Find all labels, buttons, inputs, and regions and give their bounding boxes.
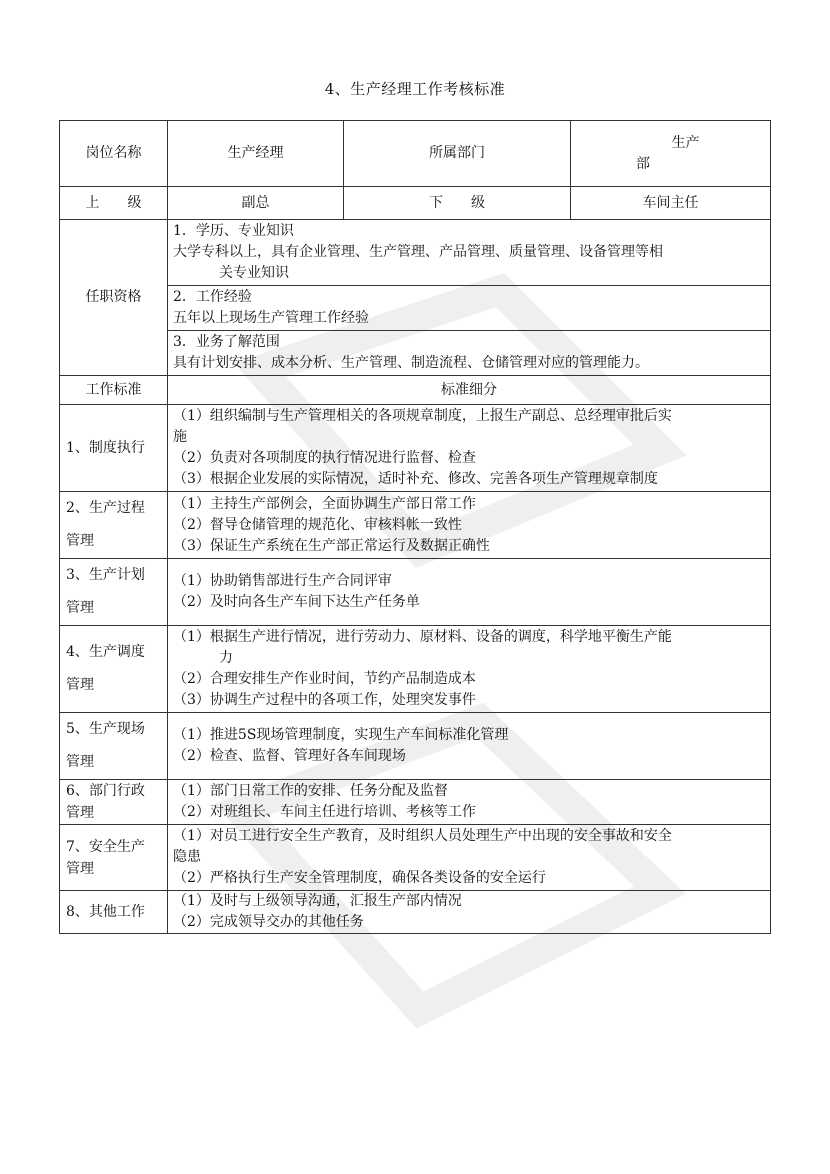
standard-label-line: 3、生产计划 <box>66 567 145 583</box>
standards-header-left: 工作标准 <box>60 376 168 405</box>
standard-detail <box>168 405 771 492</box>
department-label: 所属部门 <box>344 121 571 187</box>
qualification-experience <box>168 286 771 331</box>
standard-row <box>60 891 771 934</box>
standard-label-line: 5、生产现场 <box>66 721 145 737</box>
standard-item: （2）合理安排生产作业时间，节约产品制造成本 <box>173 671 476 687</box>
standard-item: 施 <box>173 429 187 445</box>
standard-row <box>60 780 771 825</box>
standard-label <box>60 780 168 825</box>
standard-item: （2）严格执行生产安全管理制度，确保各类设备的安全运行 <box>173 870 546 886</box>
qualification-line: 具有计划安排、成本分析、生产管理、制造流程、仓储管理对应的管理能力。 <box>173 355 649 371</box>
standard-item: （3）协调生产过程中的各项工作，处理突发事件 <box>173 692 476 708</box>
position-row <box>60 121 771 187</box>
superior-label: 上 级 <box>60 187 168 220</box>
standard-item: 力 <box>219 650 233 666</box>
standard-label <box>60 559 168 626</box>
qualification-row-1 <box>60 220 771 286</box>
qualification-education <box>168 220 771 286</box>
standard-detail <box>168 559 771 626</box>
subordinate-value: 车间主任 <box>571 187 771 220</box>
standard-row <box>60 492 771 559</box>
standard-label-line: 2、生产过程 <box>66 500 145 516</box>
qualification-title: 3．业务了解范围 <box>173 334 280 350</box>
standard-detail <box>168 825 771 891</box>
standard-label <box>60 891 168 934</box>
standard-label <box>60 713 168 780</box>
standard-item: （1）部门日常工作的安排、任务分配及监督 <box>173 783 448 799</box>
standard-label-line: 管理 <box>66 677 94 693</box>
standard-row <box>60 559 771 626</box>
standard-item: （1）推进5S现场管理制度，实现生产车间标准化管理 <box>173 727 509 743</box>
standard-item: （2）及时向各生产车间下达生产任务单 <box>173 594 420 610</box>
standard-row <box>60 825 771 891</box>
standard-item: （1）组织编制与生产管理相关的各项规章制度，上报生产副总、总经理审批后实 <box>173 408 672 424</box>
standard-item: （2）检查、监督、管理好各车间现场 <box>173 748 406 764</box>
standard-label-line: 管理 <box>66 533 94 549</box>
qualifications-label: 任职资格 <box>60 220 168 376</box>
qualification-title: 1．学历、专业知识 <box>173 223 294 239</box>
position-value: 生产经理 <box>168 121 344 187</box>
standard-detail <box>168 780 771 825</box>
qualification-line: 五年以上现场生产管理工作经验 <box>173 310 369 326</box>
standard-label-line: 7、安全生产 <box>66 838 145 855</box>
standard-label <box>60 825 168 891</box>
department-value-line2: 部 <box>636 155 650 172</box>
standard-label-line: 4、生产调度 <box>66 644 145 660</box>
standard-item: （2）负责对各项制度的执行情况进行监督、检查 <box>173 450 476 466</box>
standard-item: （1）协助销售部进行生产合同评审 <box>173 573 392 589</box>
standard-item: （3）根据企业发展的实际情况，适时补充、修改、完善各项生产管理规章制度 <box>173 471 658 487</box>
position-label: 岗位名称 <box>60 121 168 187</box>
standard-detail <box>168 713 771 780</box>
standard-item: （2）督导仓储管理的规范化、审核料帐一致性 <box>173 516 462 533</box>
standard-label <box>60 405 168 492</box>
standard-label-line: 管理 <box>66 600 94 616</box>
standard-item: （1）主持生产部例会，全面协调生产部日常工作 <box>173 495 476 512</box>
standard-label-line: 6、部门行政 <box>66 783 145 799</box>
standard-label-line: 管理 <box>66 860 94 877</box>
standard-item: 隐患 <box>173 849 201 865</box>
department-value <box>571 121 771 187</box>
qualification-title: 2．工作经验 <box>173 289 252 305</box>
standard-row <box>60 626 771 713</box>
standard-label <box>60 492 168 559</box>
standard-detail <box>168 891 771 934</box>
standard-item: （2）对班组长、车间主任进行培训、考核等工作 <box>173 804 476 820</box>
standard-item: （3）保证生产系统在生产部正常运行及数据正确性 <box>173 537 490 554</box>
qualification-line: 大学专科以上，具有企业管理、生产管理、产品管理、质量管理、设备管理等相 <box>173 244 663 260</box>
standard-row <box>60 713 771 780</box>
subordinate-label: 下 级 <box>344 187 571 220</box>
standard-item: （1）根据生产进行情况，进行劳动力、原材料、设备的调度，科学地平衡生产能 <box>173 629 672 645</box>
standard-row <box>60 405 771 492</box>
department-value-line1: 生产 <box>671 134 700 151</box>
standard-label-line: 管理 <box>66 805 94 821</box>
standard-item: （1）对员工进行安全生产教育，及时组织人员处理生产中出现的安全事故和安全 <box>173 828 672 844</box>
standard-detail <box>168 626 771 713</box>
standard-label <box>60 626 168 713</box>
qualification-scope <box>168 331 771 376</box>
standard-label-line: 1、制度执行 <box>66 439 145 456</box>
qualification-line: 关专业知识 <box>219 265 289 281</box>
level-row <box>60 187 771 220</box>
page-title: 4、生产经理工作考核标准 <box>324 80 506 98</box>
assessment-table <box>59 120 771 934</box>
standard-item: （2）完成领导交办的其他任务 <box>173 914 364 930</box>
standards-header-row <box>60 376 771 405</box>
standard-detail <box>168 492 771 559</box>
standards-header-right: 标准细分 <box>168 376 771 405</box>
superior-value: 副总 <box>168 187 344 220</box>
standard-label-line: 管理 <box>66 754 94 770</box>
standard-item: （1）及时与上级领导沟通，汇报生产部内情况 <box>173 893 462 909</box>
standard-label-line: 8、其他工作 <box>66 903 145 920</box>
